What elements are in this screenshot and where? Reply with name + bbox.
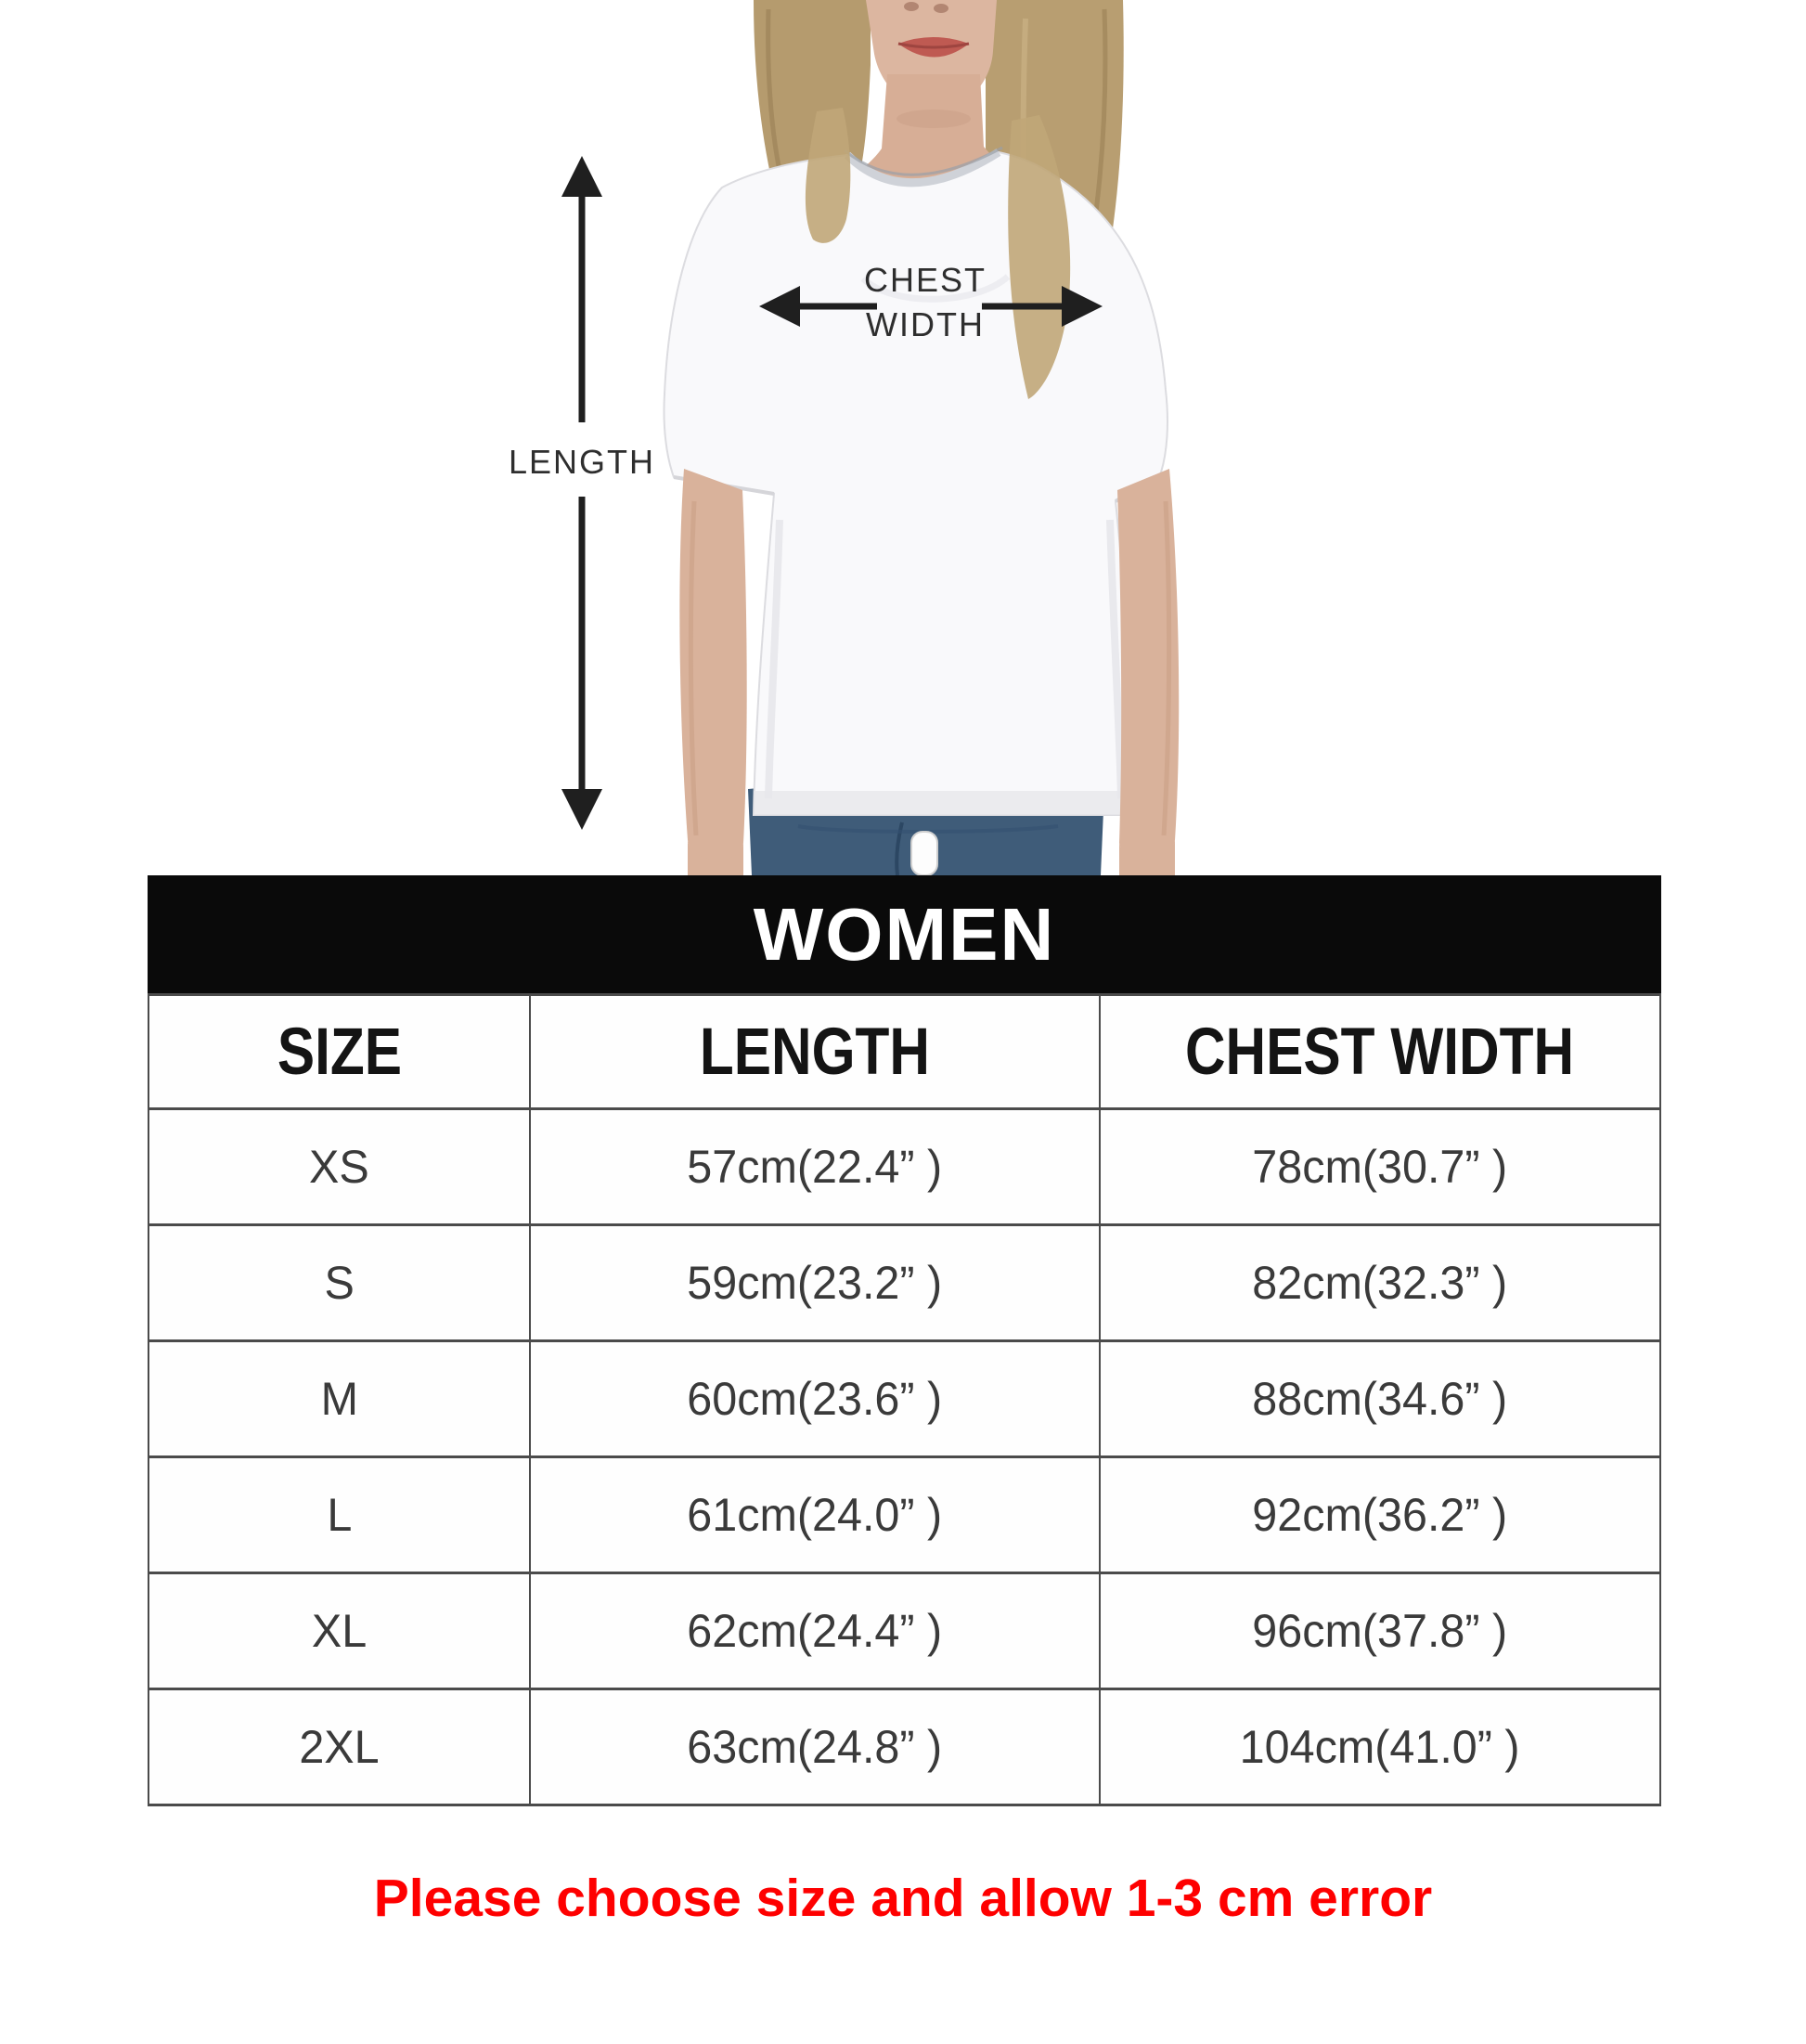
model-right-arm — [1117, 469, 1179, 875]
cell-chest-width — [1100, 1109, 1660, 1225]
size-chart — [148, 875, 1661, 1806]
table-header-row — [148, 995, 1660, 1109]
length-value: 59cm(23.2” ) — [687, 1257, 943, 1309]
cell-chest-width — [1100, 1689, 1660, 1805]
length-value: 62cm(24.4” ) — [687, 1605, 943, 1657]
cell-size — [148, 1341, 530, 1457]
cell-chest-width — [1100, 1573, 1660, 1689]
cell-length — [530, 1457, 1099, 1573]
col-header-size-text: SIZE — [277, 1015, 402, 1089]
col-header-chest-width — [1100, 995, 1660, 1109]
col-header-length-text: LENGTH — [700, 1015, 931, 1089]
length-arrow — [561, 156, 602, 830]
cell-length — [530, 1109, 1099, 1225]
table-row — [148, 1341, 1660, 1457]
cell-chest-width — [1100, 1341, 1660, 1457]
size-table — [148, 993, 1661, 1806]
size-value: L — [327, 1489, 353, 1541]
col-header-length — [530, 995, 1099, 1109]
model-photo — [0, 0, 1806, 875]
size-note: Please choose size and allow 1-3 cm error — [373, 1869, 1433, 1928]
size-value: XS — [309, 1141, 370, 1193]
size-value: S — [324, 1257, 355, 1309]
length-value: 61cm(24.0” ) — [687, 1489, 943, 1541]
col-header-chest-width-text: CHEST WIDTH — [1185, 1015, 1575, 1089]
cell-chest-width — [1100, 1225, 1660, 1341]
size-value: XL — [312, 1605, 368, 1657]
cell-length — [530, 1573, 1099, 1689]
chest-width-value: 88cm(34.6” ) — [1252, 1373, 1508, 1425]
chest-width-value: 78cm(30.7” ) — [1252, 1141, 1508, 1193]
length-label: LENGTH — [508, 443, 656, 481]
model-left-arm — [679, 469, 746, 875]
cell-size — [148, 1109, 530, 1225]
cell-size — [148, 1689, 530, 1805]
cell-size — [148, 1225, 530, 1341]
table-title — [148, 875, 1661, 993]
table-row — [148, 1225, 1660, 1341]
cell-length — [530, 1689, 1099, 1805]
jeans-drawstring — [911, 832, 937, 875]
nose — [904, 2, 919, 11]
chest-width-value: 82cm(32.3” ) — [1252, 1257, 1508, 1309]
cell-length — [530, 1225, 1099, 1341]
size-value: M — [320, 1373, 358, 1425]
table-row — [148, 1109, 1660, 1225]
col-header-size — [148, 995, 530, 1109]
cell-length — [530, 1341, 1099, 1457]
table-row — [148, 1689, 1660, 1805]
cell-chest-width — [1100, 1457, 1660, 1573]
tshirt-hem — [754, 791, 1136, 815]
cell-size — [148, 1573, 530, 1689]
table-title-text: WOMEN — [753, 892, 1056, 976]
chest-width-label-line2: WIDTH — [866, 305, 985, 343]
chest-width-value: 92cm(36.2” ) — [1252, 1489, 1508, 1541]
chest-width-value: 96cm(37.8” ) — [1252, 1605, 1508, 1657]
size-value: 2XL — [299, 1721, 380, 1773]
length-value: 57cm(22.4” ) — [687, 1141, 943, 1193]
length-value: 63cm(24.8” ) — [687, 1721, 943, 1773]
cell-size — [148, 1457, 530, 1573]
table-row — [148, 1457, 1660, 1573]
chest-width-value: 104cm(41.0” ) — [1239, 1721, 1520, 1773]
table-row — [148, 1573, 1660, 1689]
length-value: 60cm(23.6” ) — [687, 1373, 943, 1425]
chest-width-label-line1: CHEST — [863, 261, 987, 299]
